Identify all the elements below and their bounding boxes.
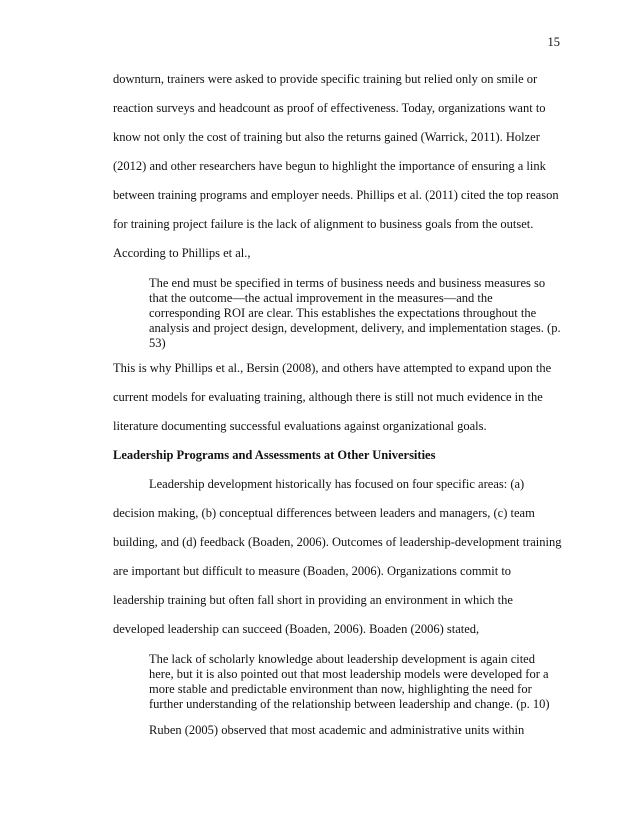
body-text-line: downturn, trainers were asked to provide specific training but relied only on smile or [113,72,538,86]
body-text-line: This is why Phillips et al., Bersin (2008), and others have attempted to expand upon the [113,361,552,375]
block-quote-line: The lack of scholarly knowledge about leadership development is again cited [149,652,535,666]
body-text-line: know not only the cost of training but also the returns gained (Warrick, 2011). Holzer [113,130,540,144]
body-text-line: building, and (d) feedback (Boaden, 2006). Outcomes of leadership-development training [113,535,562,549]
body-text-line: current models for evaluating training, although there is still not much evidence in the [113,390,543,404]
body-text-line: decision making, (b) conceptual differences between leaders and managers, (c) team [113,506,535,520]
body-text-line: literature documenting successful evaluations against organizational goals. [113,419,487,433]
block-quote-line: more stable and predictable environment than now, highlighting the need for [149,682,532,696]
block-quote-line: that the outcome—the actual improvement in the measures—and the [149,291,493,305]
block-quote-line: corresponding ROI are clear. This establishes the expectations throughout the [149,306,537,320]
body-text-line: between training programs and employer needs. Phillips et al. (2011) cited the top reason [113,188,559,202]
body-text-line: (2012) and other researchers have begun to highlight the importance of ensuring a link [113,159,546,173]
block-quote-line: analysis and project design, development, delivery, and implementation stages. (p. [149,321,561,335]
page-number: 15 [547,35,560,49]
block-quote-line: further understanding of the relationship between leadership and change. (p. 10) [149,697,550,711]
section-heading: Leadership Programs and Assessments at Other Universities [113,448,436,462]
block-quote-line: here, but it is also pointed out that most leadership models were developed for a [149,667,549,681]
body-text-line: Ruben (2005) observed that most academic and administrative units within [149,723,525,737]
body-text-line: reaction surveys and headcount as proof of effectiveness. Today, organizations want to [113,101,546,115]
body-text-line: for training project failure is the lack of alignment to business goals from the outset. [113,217,534,231]
body-text-line: Leadership development historically has focused on four specific areas: (a) [149,477,525,491]
body-text-line: developed leadership can succeed (Boaden, 2006). Boaden (2006) stated, [113,622,480,636]
body-text-line: According to Phillips et al., [113,246,251,260]
body-text-line: are important but difficult to measure (Boaden, 2006). Organizations commit to [113,564,512,578]
body-text-line: leadership training but often fall short in providing an environment in which the [113,593,513,607]
block-quote-line: 53) [149,336,166,350]
block-quote-line: The end must be specified in terms of business needs and business measures so [149,276,546,290]
